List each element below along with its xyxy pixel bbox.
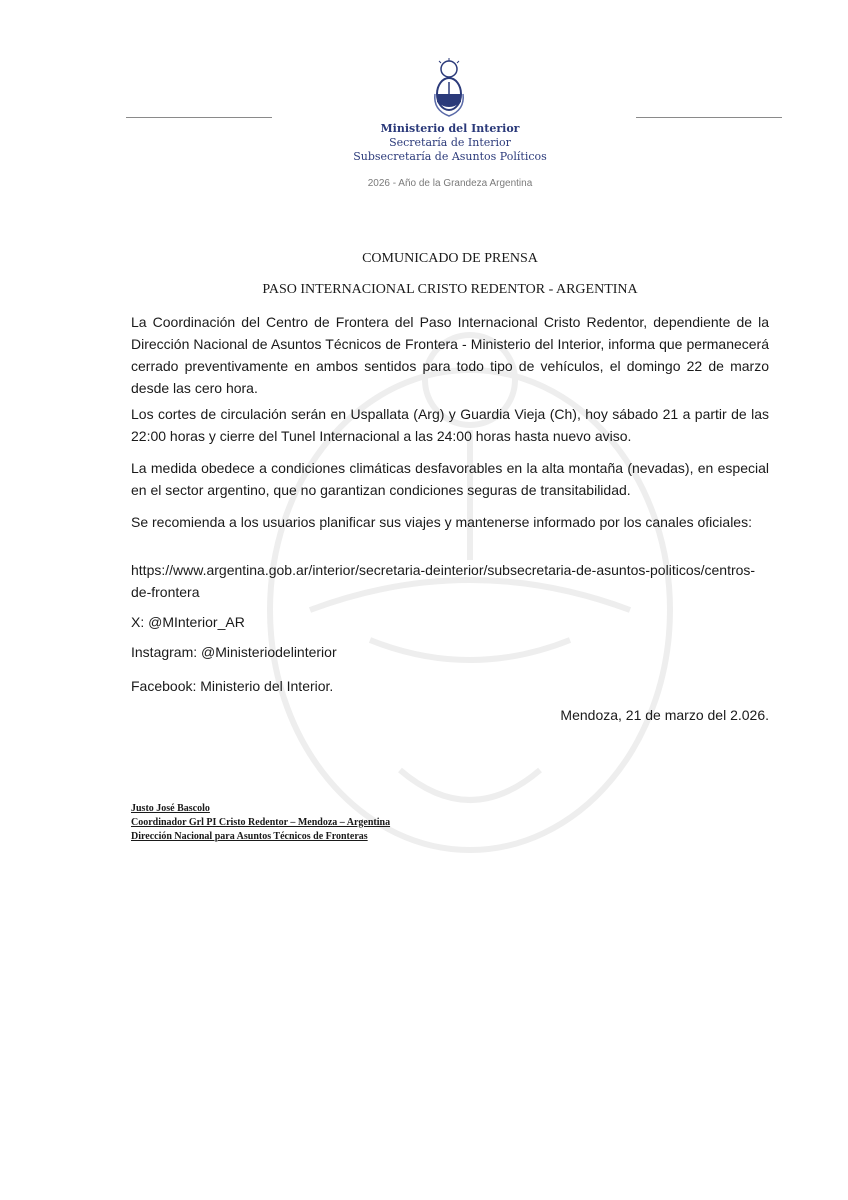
official-url-link[interactable]: https://www.argentina.gob.ar/interior/secretaria-deinterior/subsecretaria-de-asuntos-politicos/centros-de-frontera xyxy=(131,562,756,600)
signatory-role: Coordinador Grl PI Cristo Redentor – Mendoza – Argentina xyxy=(131,817,391,828)
paragraph-weather-reason: La medida obedece a condiciones climáticas desfavorables en la alta montaña (nevadas), en especial en el sector argentino, que no garantizan condiciones seguras de transitabilidad. xyxy=(131,460,769,498)
header-rule-right xyxy=(636,117,782,118)
coat-of-arms-icon xyxy=(431,58,467,120)
document-heading: COMUNICADO DE PRENSA xyxy=(362,251,538,266)
paragraph-closure-notice: La Coordinación del Centro de Frontera del Paso Internacional Cristo Redentor, dependiente de la Dirección Nacional de Asuntos Técnicos de Frontera - Ministerio del Interior, informa que permanecerá cerrado preventivamente en ambos sentidos para todo tipo de vehículos, el domingo 22 de marzo desde las cero hora. xyxy=(131,314,769,396)
signatory-name: Justo José Bascolo xyxy=(131,803,210,814)
document-subheading: PASO INTERNACIONAL CRISTO REDENTOR - ARGENTINA xyxy=(262,282,638,297)
facebook-handle: Facebook: Ministerio del Interior. xyxy=(131,678,334,694)
x-handle: X: @MInterior_AR xyxy=(131,614,245,630)
paragraph-recommendation: Se recomienda a los usuarios planificar sus viajes y mantenerse informado por los canales oficiales: xyxy=(131,514,752,530)
signatory-office: Dirección Nacional para Asuntos Técnicos de Fronteras xyxy=(131,831,368,842)
subsecretariat-name: Subsecretaría de Asuntos Políticos xyxy=(353,150,547,163)
secretariat-name: Secretaría de Interior xyxy=(389,136,511,149)
header-rule-left xyxy=(126,117,272,118)
date-line: Mendoza, 21 de marzo del 2.026. xyxy=(560,707,769,723)
paragraph-traffic-cuts: Los cortes de circulación serán en Uspallata (Arg) y Guardia Vieja (Ch), hoy sábado 21 a partir de las 22:00 horas y cierre del Tunel Internacional a las 24:00 horas hasta nuevo aviso. xyxy=(131,406,769,444)
ministry-name: Ministerio del Interior xyxy=(380,122,520,135)
year-motto: 2026 - Año de la Grandeza Argentina xyxy=(367,178,533,189)
instagram-handle: Instagram: @Ministeriodelinterior xyxy=(131,644,337,660)
